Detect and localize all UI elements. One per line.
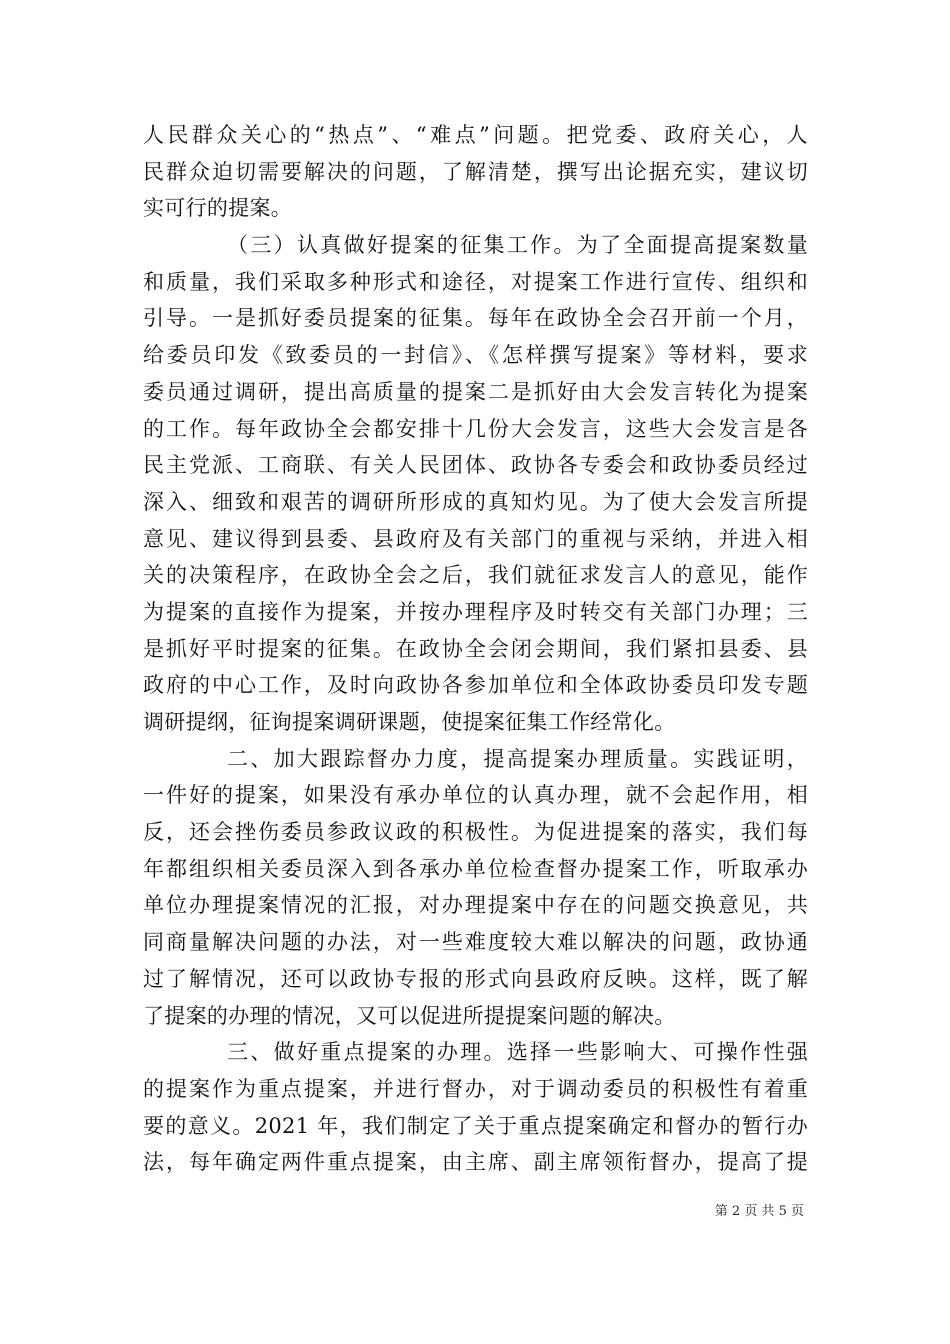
text-line: 给委员印发《致委员的一封信》、《怎样撰写提案》等材料，要求 xyxy=(143,343,808,368)
text-line: 三、做好重点提案的办理。选择一些影响大、可操作性强 xyxy=(227,1040,808,1065)
text-line: 了提案的办理的情况，又可以促进所提提案问题的解决。 xyxy=(143,1003,676,1028)
text-line: 民群众迫切需要解决的问题，了解清楚，撰写出论据充实，建议切 xyxy=(143,159,808,184)
text-line: 一件好的提案，如果没有承办单位的认真办理，就不会起作用，相 xyxy=(143,783,808,808)
text-line: 为提案的直接作为提案，并按办理程序及时转交有关部门办理；三 xyxy=(143,599,808,624)
text-line: 民主党派、工商联、有关人民团体、政协各专委会和政协委员经过 xyxy=(143,453,808,478)
text-line: 同商量解决问题的办法，对一些难度较大难以解决的问题，政协通 xyxy=(143,930,808,955)
text-line: 调研提纲，征询提案调研课题，使提案征集工作经常化。 xyxy=(143,710,676,734)
text-line: 反，还会挫伤委员参政议政的积极性。为促进提案的落实，我们每 xyxy=(143,820,808,845)
text-line: （三）认真做好提案的征集工作。为了全面提高提案数量 xyxy=(227,233,808,258)
text-line: 委员通过调研，提出高质量的提案二是抓好由大会发言转化为提案 xyxy=(143,379,808,404)
text-line: 法，每年确定两件重点提案，由主席、副主席领衔督办，提高了提 xyxy=(143,1150,808,1175)
text-line: 和质量，我们采取多种形式和途径，对提案工作进行宣传、组织和 xyxy=(143,269,808,294)
text-line: 意见、建议得到县委、县政府及有关部门的重视与采纳，并进入相 xyxy=(143,526,808,551)
text-line: 是抓好平时提案的征集。在政协全会闭会期间，我们紧扣县委、县 xyxy=(143,636,808,661)
body-text xyxy=(143,117,808,1181)
text-line: 引导。一是抓好委员提案的征集。每年在政协全会召开前一个月， xyxy=(143,306,808,331)
text-line: 过了解情况，还可以政协专报的形式向县政府反映。这样，既了解 xyxy=(143,966,808,991)
text-line: 的提案作为重点提案，并进行督办，对于调动委员的积极性有着重 xyxy=(143,1076,808,1101)
text-line: 二、加大跟踪督办力度，提高提案办理质量。实践证明， xyxy=(227,746,808,771)
text-line: 年都组织相关委员深入到各承办单位检查督办提案工作，听取承办 xyxy=(143,856,808,881)
text-line: 实可行的提案。 xyxy=(143,196,293,221)
text-line: 的工作。每年政协全会都安排十几份大会发言，这些大会发言是各 xyxy=(143,416,808,441)
text-line: 人民群众关心的“热点”、“难点”问题。把党委、政府关心，人 xyxy=(143,123,808,147)
text-line: 深入、细致和艰苦的调研所形成的真知灼见。为了使大会发言所提 xyxy=(143,489,808,514)
text-line: 单位办理提案情况的汇报，对办理提案中存在的问题交换意见，共 xyxy=(143,893,808,918)
text-line: 政府的中心工作，及时向政协各参加单位和全体政协委员印发专题 xyxy=(143,673,808,698)
page-number: 第 2 页 共 5 页 xyxy=(714,1204,804,1219)
text-line: 关的决策程序，在政协全会之后，我们就征求发言人的意见，能作 xyxy=(143,563,808,588)
text-line: 要的意义。2021 年，我们制定了关于重点提案确定和督办的暂行办 xyxy=(143,1113,808,1138)
